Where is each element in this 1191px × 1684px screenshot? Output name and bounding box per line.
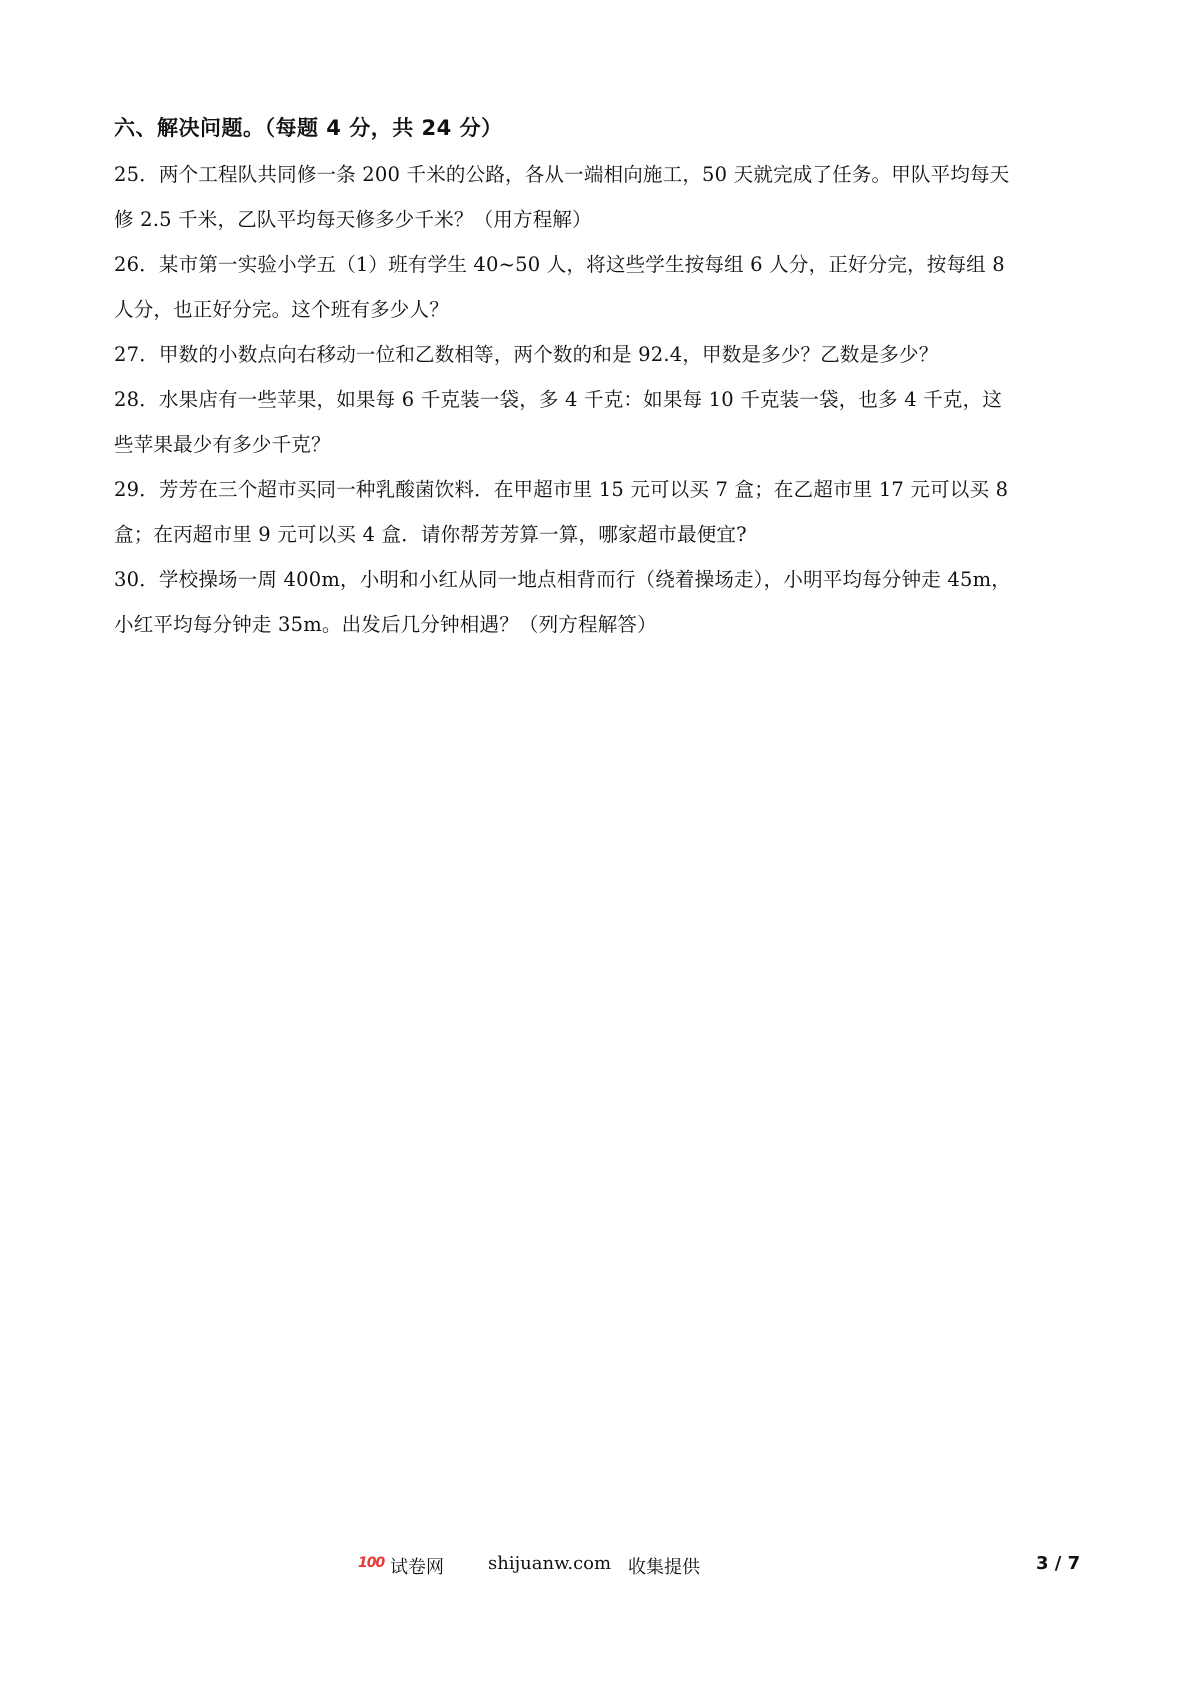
footer-provided-text: 收集提供: [628, 1557, 700, 1578]
question-line: 30．学校操场一周 400m，小明和小红从同一地点相背而行（绕着操场走），小明平均每分钟走 45m，: [114, 568, 1011, 591]
site-logo-icon: 100: [358, 1555, 385, 1571]
question-28: [114, 377, 1078, 467]
question-line: 27．甲数的小数点向右移动一位和乙数相等，两个数的和是 92.4，甲数是多少？乙数是多少？: [114, 343, 939, 366]
question-line: 人分，也正好分完。这个班有多少人？: [114, 298, 449, 321]
question-line: 小红平均每分钟走 35m。出发后几分钟相遇？（列方程解答）: [114, 613, 657, 636]
question-27: [114, 332, 1078, 377]
question-line: 29．芳芳在三个超市买同一种乳酸菌饮料．在甲超市里 15 元可以买 7 盒；在乙超市里 17 元可以买 8: [114, 478, 1009, 501]
page-number: 3 / 7: [1036, 1553, 1081, 1574]
question-line: 盒；在丙超市里 9 元可以买 4 盒．请你帮芳芳算一算，哪家超市最便宜?: [114, 523, 747, 546]
question-line: 25．两个工程队共同修一条 200 千米的公路，各从一端相向施工，50 天就完成了任务。甲队平均每天: [114, 163, 1010, 186]
question-line: 28．水果店有一些苹果，如果每 6 千克装一袋，多 4 千克：如果每 10 千克装一袋，也多 4 千克，这: [114, 388, 1003, 411]
page-footer: [0, 1553, 1191, 1583]
question-list: [114, 152, 1078, 647]
question-line: 26．某市第一实验小学五（1）班有学生 40~50 人，将这些学生按每组 6 人分，正好分完，按每组 8: [114, 253, 1005, 276]
question-26: [114, 242, 1078, 332]
question-30: [114, 557, 1078, 647]
question-29: [114, 467, 1078, 557]
question-line: 些苹果最少有多少千克？: [114, 433, 331, 456]
question-25: [114, 152, 1078, 242]
footer-site-name: 试卷网: [390, 1557, 444, 1578]
question-line: 修 2.5 千米，乙队平均每天修多少千米？（用方程解）: [114, 208, 592, 231]
section-title: 六、解决问题。（每题 4 分，共 24 分）: [114, 116, 503, 140]
footer-domain: shijuanw.com: [488, 1553, 612, 1574]
